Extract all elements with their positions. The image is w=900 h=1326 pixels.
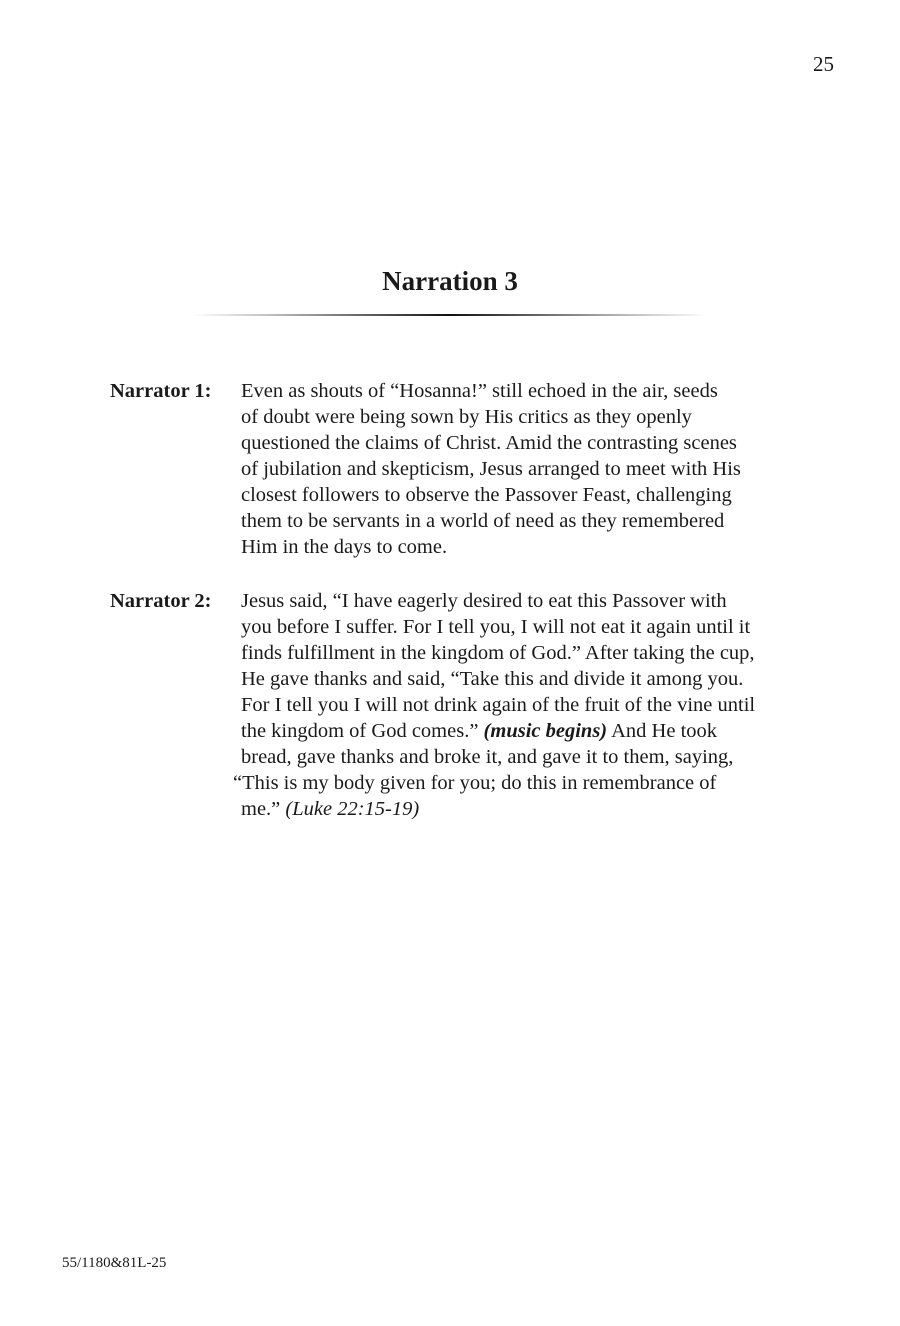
text-line: of jubilation and skepticism, Jesus arranged to meet with His <box>241 458 741 480</box>
page-title: Narration 3 <box>382 266 518 296</box>
text-line: them to be servants in a world of need as they remembered <box>241 510 725 532</box>
narration-text <box>241 378 801 560</box>
speaker-label: Narrator 1: <box>110 380 212 402</box>
text-line: finds fulfillment in the kingdom of God.” After taking the cup, <box>241 642 755 664</box>
text-line: closest followers to observe the Passover Feast, challenging <box>241 484 732 506</box>
footer-code: 55/1180&81L-25 <box>62 1255 167 1271</box>
text-line: He gave thanks and said, “Take this and divide it among you. <box>241 668 744 690</box>
title-divider <box>192 314 708 316</box>
scripture-citation: (Luke 22:15-19) <box>285 798 420 820</box>
text-line: For I tell you I will not drink again of the fruit of the vine until <box>241 694 756 716</box>
text-line: bread, gave thanks and broke it, and gave it to them, saying, <box>241 746 734 768</box>
text-fragment: And He took <box>611 720 718 742</box>
text-line: questioned the claims of Christ. Amid the contrasting scenes <box>241 432 737 454</box>
text-line: Him in the days to come. <box>241 536 448 558</box>
text-fragment: the kingdom of God comes.” <box>241 720 479 742</box>
stage-cue: (music begins) <box>483 720 608 742</box>
text-line: Even as shouts of “Hosanna!” still echoed in the air, seeds <box>241 380 718 402</box>
text-fragment: me.” <box>241 798 281 820</box>
text-line: “This is my body given for you; do this in remembrance of <box>233 772 717 794</box>
narration-text <box>233 588 801 822</box>
page-number: 25 <box>813 52 834 76</box>
text-line: you before I suffer. For I tell you, I will not eat it again until it <box>241 616 751 638</box>
speaker-label: Narrator 2: <box>110 590 212 612</box>
text-line: of doubt were being sown by His critics as they openly <box>241 406 692 428</box>
text-line <box>241 796 801 822</box>
text-line: Jesus said, “I have eagerly desired to eat this Passover with <box>241 590 727 612</box>
text-line <box>241 718 801 744</box>
